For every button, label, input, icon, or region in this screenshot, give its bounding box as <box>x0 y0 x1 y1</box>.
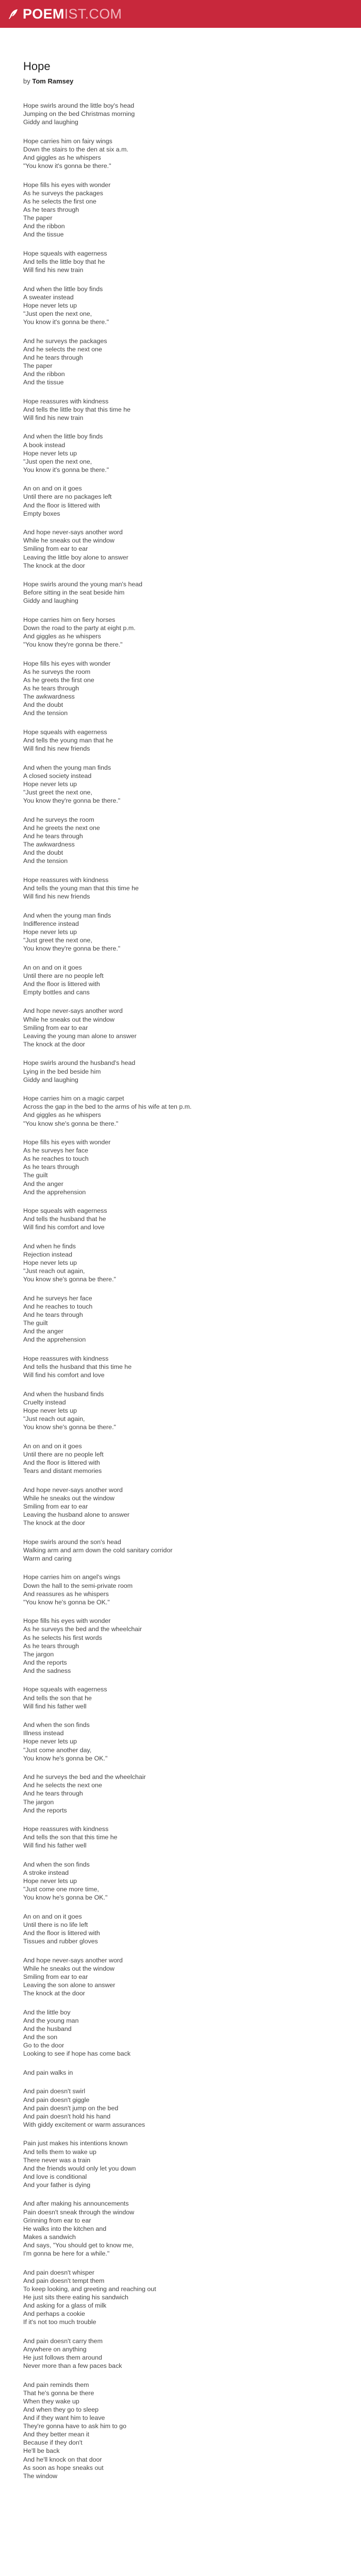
poem-content <box>0 28 361 2480</box>
poem-line: You know he's gonna be OK." <box>23 1894 108 1902</box>
poem-line: And if they want him to leave <box>23 2414 105 2422</box>
stanza <box>23 1956 361 1997</box>
poem-line: And pain doesn't tempt them <box>23 2277 105 2284</box>
poem-line: And when the young man finds <box>23 764 111 771</box>
site-header <box>0 0 361 28</box>
poem-line: As he selects his first words <box>23 1634 102 1641</box>
poem-line: Leaving the son alone to answer <box>23 1981 116 1989</box>
poem-line: To keep looking, and greeting and reaching out <box>23 2285 156 2293</box>
poem-line: Walking arm and arm down the cold sanitary corridor <box>23 1546 173 1554</box>
poem-line: You know they're gonna be there." <box>23 945 121 952</box>
poem-line: And the floor is littered with <box>23 1459 100 1466</box>
poem-line: And pain doesn't carry them <box>23 2337 103 2345</box>
stanza <box>23 397 361 422</box>
quill-icon <box>7 8 20 20</box>
poem-line: And pain doesn't giggle <box>23 2096 90 2104</box>
stanza <box>23 728 361 753</box>
poem-line: The knock at the door <box>23 562 85 569</box>
poem-line: And he tears through <box>23 1790 83 1798</box>
stanza <box>23 911 361 953</box>
stanza <box>23 2008 361 2058</box>
poem-line: Hope fills his eyes with wonder <box>23 181 111 189</box>
poem-line: And the floor is littered with <box>23 1929 100 1937</box>
stanza <box>23 659 361 718</box>
poem-line: Hope swirls around the son's head <box>23 1538 121 1546</box>
poem-line: And tells the husband that this time he <box>23 1363 132 1371</box>
poem-line: The knock at the door <box>23 1519 85 1527</box>
poem-line: "You know she's gonna be there." <box>23 1120 119 1127</box>
poem-line: And the friends would only let you down <box>23 2164 136 2172</box>
poem-line: I'm gonna be here for a while." <box>23 2250 110 2258</box>
poem-line: And the reports <box>23 1658 67 1666</box>
poem-line: And the husband <box>23 2025 72 2032</box>
poem-line: And when the son finds <box>23 1721 90 1729</box>
poem-line: And asking for a glass of milk <box>23 2302 107 2309</box>
poem-line: Empty boxes <box>23 510 60 517</box>
poem-line: An on and on it goes <box>23 1912 82 1920</box>
poem-line: Before sitting in the seat beside him <box>23 589 125 597</box>
poem-line: Warm and caring <box>23 1554 72 1562</box>
poem-line: Will find his father well <box>23 1842 87 1850</box>
poem-line: While he sneaks out the window <box>23 1015 115 1023</box>
poem-line: Lying in the bed beside him <box>23 1067 101 1075</box>
poem-line: And tells the little boy that he <box>23 258 105 265</box>
poem-line: Pain just makes his intentions known <box>23 2140 128 2147</box>
poem-line: Will find his new train <box>23 266 84 274</box>
poem-line: And the tension <box>23 857 68 865</box>
poem-line: Hope never lets up <box>23 781 77 788</box>
stanza <box>23 528 361 569</box>
poem-line: Hope squeals with eagerness <box>23 1686 107 1693</box>
poem-line: You know she's gonna be there." <box>23 1276 116 1283</box>
poem-line: And pain walks in <box>23 2069 73 2076</box>
poem-line: You know she's gonna be there." <box>23 1423 116 1431</box>
poem-line: And the apprehension <box>23 1336 86 1344</box>
poem-line: And the tissue <box>23 379 64 386</box>
stanza <box>23 1442 361 1475</box>
poem-line: And the young man <box>23 2016 79 2024</box>
poem-line: As he tears through <box>23 685 79 692</box>
stanza <box>23 1825 361 1850</box>
poem-line: The paper <box>23 214 53 222</box>
poem-line: Tears and distant memories <box>23 1467 102 1475</box>
poem-line: Rejection instead <box>23 1251 73 1259</box>
poem-line: As he surveys her face <box>23 1147 89 1155</box>
stanza <box>23 876 361 901</box>
poem-line: Illness instead <box>23 1730 64 1737</box>
stanza <box>23 2337 361 2370</box>
stanza <box>23 1007 361 1048</box>
poem-line: The jargon <box>23 1798 54 1806</box>
stanza <box>23 181 361 239</box>
stanza <box>23 1294 361 1344</box>
poem-line: Hope never lets up <box>23 1407 77 1415</box>
poem-line: Leaving the husband alone to answer <box>23 1511 129 1518</box>
poem-line: And tells the young man that this time he <box>23 884 139 892</box>
logo-prefix: POEM <box>23 6 64 22</box>
poem-line: The jargon <box>23 1650 54 1658</box>
stanza <box>23 1912 361 1945</box>
poem-line: Hope swirls around the husband's head <box>23 1059 136 1067</box>
poem-line: Until there are no packages left <box>23 493 112 501</box>
poem-line: Will find his comfort and love <box>23 1371 105 1379</box>
poem-line: And pain doesn't swirl <box>23 2088 86 2095</box>
poem-line: Will find his new train <box>23 414 84 421</box>
poem-line: Smiling from ear to ear <box>23 545 88 553</box>
poem-line: And pain reminds them <box>23 2381 89 2388</box>
poem-line: And tells the young man that he <box>23 737 113 744</box>
poem-line: Hope squeals with eagerness <box>23 249 107 257</box>
poem-line: An on and on it goes <box>23 1442 82 1450</box>
poem-line: With giddy excitement or warm assurances <box>23 2121 145 2128</box>
poem-line: And he selects the next one <box>23 1782 102 1789</box>
poem-line: And the doubt <box>23 701 63 709</box>
poem-line: An on and on it goes <box>23 485 82 493</box>
poem-line: And hope never-says another word <box>23 529 123 536</box>
stanza <box>23 1538 361 1563</box>
poem-line: He'll be back <box>23 2447 60 2455</box>
poem-line: You know it's gonna be there." <box>23 466 109 473</box>
poem-line: Hope never lets up <box>23 1738 77 1745</box>
poem-line: And the ribbon <box>23 223 65 230</box>
poem-line: As he surveys the room <box>23 668 91 675</box>
poem-title: Hope <box>23 60 51 73</box>
poem-line: And hope never-says another word <box>23 1956 123 1964</box>
poem-line: And the sadness <box>23 1667 71 1674</box>
poem-line: And he tears through <box>23 832 83 840</box>
stanza <box>23 1685 361 1710</box>
poem-line: And he'll knock on that door <box>23 2455 102 2463</box>
poem-line: And he reaches to touch <box>23 1303 93 1311</box>
poem-line: And giggles as he whispers <box>23 154 101 161</box>
stanza <box>23 101 361 126</box>
poem-line: There never was a train <box>23 2156 91 2164</box>
poem-line: "You know it's gonna be there." <box>23 162 111 170</box>
poem-line: Indifference instead <box>23 920 79 927</box>
logo-wordmark <box>23 6 122 22</box>
poem-line: And tells the husband that he <box>23 1215 106 1223</box>
poem-line: The awkwardness <box>23 841 75 849</box>
poem-line: And when the little boy finds <box>23 433 103 440</box>
stanza <box>23 1390 361 1431</box>
stanza <box>23 2139 361 2189</box>
poem-line: Tissues and rubber gloves <box>23 1938 98 1945</box>
poem-line: And pain doesn't whisper <box>23 2268 95 2276</box>
poem-line: As he surveys the bed and the wheelchair <box>23 1625 142 1633</box>
poem-line: Hope never lets up <box>23 928 77 936</box>
poem-line: Empty bottles and cans <box>23 988 90 996</box>
poem-line: Hope carries him on fairy wings <box>23 137 112 145</box>
stanza <box>23 2381 361 2480</box>
stanza <box>23 1486 361 1527</box>
poem-line: "Just greet the next one, <box>23 789 92 796</box>
poem-line: Smiling from ear to ear <box>23 1973 88 1980</box>
poem-line: And the floor is littered with <box>23 501 100 509</box>
stanza <box>23 285 361 326</box>
poem-line: A closed society instead <box>23 772 92 779</box>
poem-line: And the apprehension <box>23 1188 86 1196</box>
poem-line: And love is conditional <box>23 2173 87 2180</box>
poem-line: He just sits there eating his sandwich <box>23 2293 128 2301</box>
poem-line: Will find his new friends <box>23 893 90 901</box>
poem-line: And tells the son that he <box>23 1694 92 1702</box>
poem-line: As soon as hope sneaks out <box>23 2464 104 2471</box>
poem-line: Hope never lets up <box>23 449 77 457</box>
stanza <box>23 1860 361 1902</box>
poem-line: And after making his announcements <box>23 2200 129 2208</box>
poem-line: And when the young man finds <box>23 911 111 919</box>
poem-line: Grinning from ear to ear <box>23 2216 91 2224</box>
poem-line: Across the gap in the bed to the arms of his wife at ten p.m. <box>23 1103 192 1111</box>
poem-line: Makes a sandwich <box>23 2233 76 2241</box>
poem-line: Go to the door <box>23 2042 64 2049</box>
poem-line: Until there are no people left <box>23 972 104 979</box>
poem-line: Pain doesn't sneak through the window <box>23 2208 135 2216</box>
poem-line: Hope fills his eyes with wonder <box>23 659 111 667</box>
poem-line: And the son <box>23 2033 58 2041</box>
stanza <box>23 616 361 649</box>
poem-line: If it's not too much trouble <box>23 2318 96 2326</box>
poem-line: And he tears through <box>23 1311 83 1319</box>
poem-line: And the little boy <box>23 2008 71 2016</box>
poem-line: Will find his new friends <box>23 745 90 753</box>
poem-line: And he surveys her face <box>23 1295 92 1302</box>
poem-line: "Just open the next one, <box>23 310 92 317</box>
poem-line: Hope fills his eyes with wonder <box>23 1617 111 1625</box>
poem-line: Anywhere on anything <box>23 2345 87 2353</box>
byline <box>23 77 361 85</box>
poem-line: The knock at the door <box>23 1990 85 1997</box>
poem-line: A book instead <box>23 441 65 449</box>
poem-line: Leaving the little boy alone to answer <box>23 553 128 561</box>
poem-line: And the floor is littered with <box>23 980 100 988</box>
stanza <box>23 337 361 387</box>
poem-line: Hope never lets up <box>23 1259 77 1267</box>
poem-line: Until there are no people left <box>23 1450 104 1458</box>
poem-line: And the doubt <box>23 849 63 857</box>
poem-line: Hope squeals with eagerness <box>23 728 107 736</box>
poem-line: And reassures as he whispers <box>23 1590 109 1598</box>
poem-line: As he selects the first one <box>23 197 96 205</box>
poem-line: Will find his father well <box>23 1702 87 1710</box>
poem-line: Jumping on the bed Christmas morning <box>23 110 135 118</box>
logo-suffix: IST.COM <box>64 6 122 22</box>
poem-line: Leaving the young man alone to answer <box>23 1032 137 1040</box>
poem-line: You know it's gonna be there." <box>23 318 109 326</box>
poem-line: And tells the son that this time he <box>23 1834 118 1841</box>
poem-line: "Just reach out again, <box>23 1415 85 1423</box>
poem-line: And giggles as he whispers <box>23 1111 101 1119</box>
stanza <box>23 1354 361 1379</box>
poem-line: "Just come another day, <box>23 1746 92 1754</box>
poem-line: When they wake up <box>23 2397 79 2405</box>
stanza <box>23 1138 361 1196</box>
poem-line: As he tears through <box>23 1642 79 1650</box>
poem-line: Until there is no life left <box>23 1921 88 1929</box>
poem-line: "Just come one more time, <box>23 1886 99 1893</box>
poem-line: Down the hall to the semi-private room <box>23 1582 133 1589</box>
poem-line: And when the son finds <box>23 1860 90 1868</box>
poem-line: "You know he's gonna be OK." <box>23 1598 110 1606</box>
poem-line: And hope never-says another word <box>23 1007 123 1015</box>
poem-line: Down the road to the party at eight p.m. <box>23 624 136 632</box>
poem-line: Hope reassures with kindness <box>23 1825 109 1833</box>
poem-line: And he surveys the room <box>23 816 94 823</box>
stanza <box>23 1617 361 1675</box>
poem-line: And when the husband finds <box>23 1390 104 1398</box>
poem-line: Looking to see if hope has come back <box>23 2050 131 2058</box>
poem-body <box>23 101 361 2480</box>
poem-line: Hope never lets up <box>23 301 77 309</box>
poem-line: And tells the little boy that this time he <box>23 405 130 413</box>
poem-line: A stroke instead <box>23 1869 69 1877</box>
poem-line: They're gonna have to ask him to go <box>23 2422 127 2430</box>
stanza <box>23 1242 361 1283</box>
poem-line: "Just reach out again, <box>23 1267 85 1275</box>
poem-line: Never more than a few paces back <box>23 2362 122 2370</box>
poem-line: And he selects the next one <box>23 345 102 353</box>
poem-line: And tells them to wake up <box>23 2148 96 2156</box>
stanza <box>23 2087 361 2128</box>
stanza <box>23 963 361 996</box>
poem-line: Hope reassures with kindness <box>23 1355 109 1363</box>
poem-line: While he sneaks out the window <box>23 1494 115 1502</box>
poem-line: Smiling from ear to ear <box>23 1024 88 1031</box>
poem-line: Giddy and laughing <box>23 1076 78 1083</box>
poem-line: The guilt <box>23 1172 48 1179</box>
poem-line: An on and on it goes <box>23 963 82 971</box>
poem-line: As he tears through <box>23 1163 79 1171</box>
poem-line: A sweater instead <box>23 293 74 301</box>
poem-line: Giddy and laughing <box>23 118 78 126</box>
poem-line: And he greets the next one <box>23 824 100 832</box>
poem-line: "Just greet the next one, <box>23 936 92 944</box>
poem-line: And the tension <box>23 709 68 717</box>
stanza <box>23 1094 361 1127</box>
stanza <box>23 764 361 805</box>
poem-line: Hope reassures with kindness <box>23 397 109 405</box>
author-name[interactable]: Tom Ramsey <box>32 77 74 85</box>
poem-line: Because if they don't <box>23 2439 83 2447</box>
stanza <box>23 1573 361 1606</box>
stanza <box>23 1059 361 1083</box>
poem-line: The knock at the door <box>23 1040 85 1048</box>
poem-line: Smiling from ear to ear <box>23 1502 88 1510</box>
poem-line: And perhaps a cookie <box>23 2310 85 2318</box>
poem-line: Hope never lets up <box>23 1877 77 1885</box>
poem-line: Will find his comfort and love <box>23 1224 105 1231</box>
poem-line: Giddy and laughing <box>23 597 78 605</box>
poem-line: As he reaches to touch <box>23 1155 89 1163</box>
poem-line: And when the little boy finds <box>23 285 103 293</box>
poem-line: And giggles as he whispers <box>23 633 101 640</box>
stanza <box>23 432 361 473</box>
poem-line: You know they're gonna be there." <box>23 797 121 805</box>
poem-line: And the ribbon <box>23 370 65 378</box>
stanza <box>23 2199 361 2258</box>
poem-line: You know he's gonna be OK." <box>23 1754 108 1762</box>
poem-line: The window <box>23 2472 58 2480</box>
poem-line: He walks into the kitchen and <box>23 2225 107 2232</box>
poem-line: And hope never-says another word <box>23 1486 123 1494</box>
poem-line: Cruelty instead <box>23 1398 66 1406</box>
stanza <box>23 484 361 517</box>
site-logo[interactable] <box>7 6 122 22</box>
stanza <box>23 249 361 274</box>
poem-line: Hope carries him on angel's wings <box>23 1573 121 1581</box>
stanza <box>23 1721 361 1762</box>
stanza <box>23 2069 361 2077</box>
poem-line: While he sneaks out the window <box>23 1964 115 1972</box>
stanza <box>23 137 361 170</box>
poem-line: He just follows them around <box>23 2353 102 2361</box>
poem-line: And the anger <box>23 1328 63 1335</box>
poem-line: Hope carries him on fiery horses <box>23 616 116 623</box>
poem-line: And pain doesn't hold his hand <box>23 2112 111 2120</box>
stanza <box>23 816 361 866</box>
stanza <box>23 1207 361 1231</box>
poem-line: That he's gonna be there <box>23 2389 94 2397</box>
stanza <box>23 2268 361 2327</box>
poem-line: Down the stairs to the den at six a.m. <box>23 145 128 153</box>
poem-line: Hope carries him on a magic carpet <box>23 1095 124 1103</box>
poem-line: Hope reassures with kindness <box>23 876 109 884</box>
poem-line: The awkwardness <box>23 693 75 701</box>
poem-line: Hope squeals with eagerness <box>23 1207 107 1215</box>
poem-line: And they better mean it <box>23 2431 90 2438</box>
poem-line: And the anger <box>23 1180 63 1188</box>
poem-line: And pain doesn't jump on the bed <box>23 2104 119 2112</box>
poem-line: While he sneaks out the window <box>23 537 115 545</box>
poem-line: And he surveys the bed and the wheelchair <box>23 1773 146 1781</box>
poem-line: The paper <box>23 362 53 369</box>
poem-line: Hope swirls around the young man's head <box>23 581 143 588</box>
poem-line: Hope swirls around the little boy's head <box>23 102 135 109</box>
poem-line: And your father is dying <box>23 2181 91 2189</box>
poem-line: Hope fills his eyes with wonder <box>23 1139 111 1146</box>
stanza <box>23 580 361 605</box>
poem-line: "You know they're gonna be there." <box>23 641 123 649</box>
poem-line: As he surveys the packages <box>23 189 103 197</box>
poem-line: As he tears through <box>23 206 79 213</box>
poem-line: And he surveys the packages <box>23 337 107 345</box>
poem-line: And he tears through <box>23 353 83 361</box>
poem-line: And when they go to sleep <box>23 2405 99 2413</box>
poem-line: And when he finds <box>23 1243 76 1250</box>
poem-line: And the tissue <box>23 231 64 239</box>
poem-line: "Just open the next one, <box>23 457 92 465</box>
poem-line: As he greets the first one <box>23 676 94 684</box>
poem-line: And the reports <box>23 1806 67 1814</box>
by-label: by <box>23 77 30 85</box>
poem-line: The guilt <box>23 1319 48 1327</box>
stanza <box>23 1773 361 1814</box>
poem-line: And says, "You should get to know me, <box>23 2241 134 2249</box>
